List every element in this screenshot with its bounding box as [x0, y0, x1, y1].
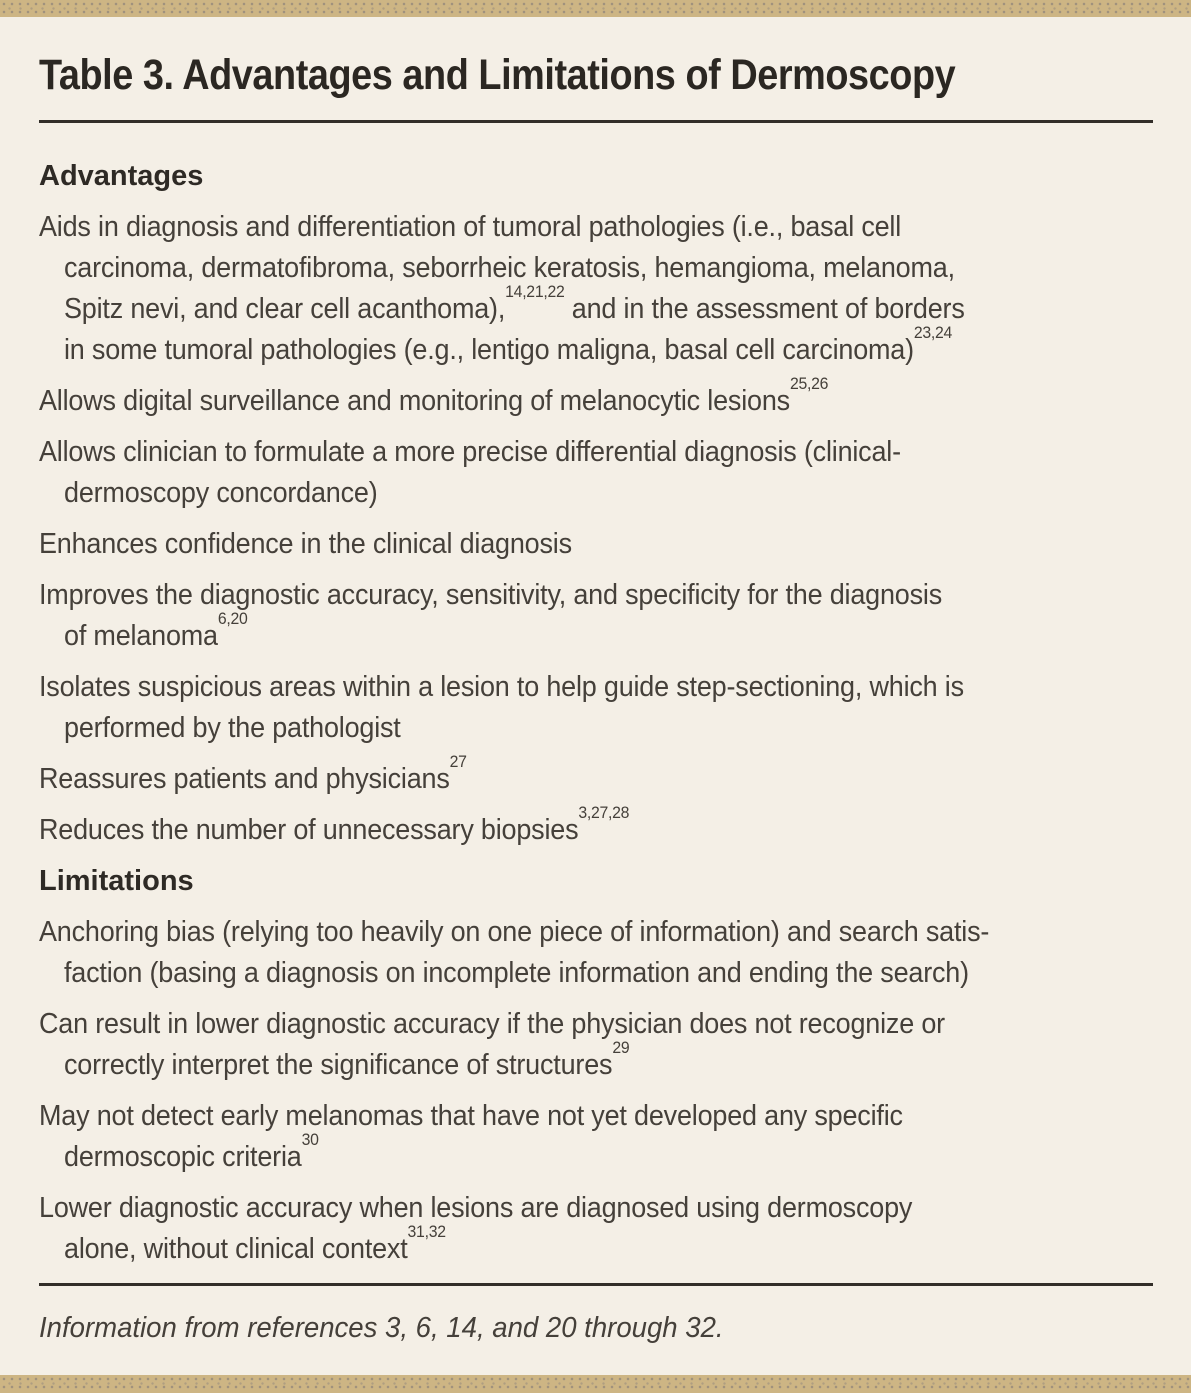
reference-superscript: 6,20 — [217, 609, 248, 629]
item-line — [39, 1130, 1171, 1178]
table-content — [0, 50, 1191, 1349]
item-line — [39, 432, 1171, 473]
table-item — [39, 207, 1171, 371]
item-line — [39, 248, 1171, 289]
item-line-text: Spitz nevi, and clear cell acanthoma),$^{14,21,22}$ and in the assessment of borders — [64, 282, 965, 325]
reference-superscript: 23,24 — [913, 323, 953, 343]
table-item — [39, 752, 1171, 800]
item-line — [39, 1222, 1171, 1270]
item-line-text: Improves the diagnostic accuracy, sensitivity, and specificity for the diagnosis — [39, 579, 943, 611]
top-border-band — [0, 0, 1191, 17]
table-item — [39, 524, 1171, 565]
item-line-text: Lower diagnostic accuracy when lesions are diagnosed using dermoscopy — [39, 1192, 913, 1224]
item-line-text: Aids in diagnosis and differentiation of tumoral pathologies (i.e., basal cell — [39, 211, 902, 243]
item-line — [39, 1096, 1171, 1137]
table-item — [39, 1096, 1171, 1178]
table-item — [39, 432, 1171, 514]
item-line — [39, 323, 1171, 371]
table-body — [39, 156, 1171, 1270]
item-line — [39, 1004, 1171, 1045]
item-line-text: performed by the pathologist — [64, 712, 401, 744]
item-line — [39, 473, 1171, 514]
item-line-text: in some tumoral pathologies (e.g., lentigo maligna, basal cell carcinoma)$^{23,24}$ — [64, 323, 953, 366]
item-line — [39, 1188, 1171, 1229]
item-line-text: dermoscopic criteria$^{30}$ — [64, 1130, 319, 1173]
table-item — [39, 374, 1171, 422]
item-line — [39, 953, 1171, 994]
item-line — [39, 609, 1171, 657]
item-line-text: May not detect early melanomas that have not yet developed any specific — [39, 1100, 903, 1132]
table-title-text: Table 3. Advantages and Limitations of Dermoscopy — [39, 51, 956, 99]
item-line-text: Reassures patients and physicians$^{27}$ — [39, 752, 467, 795]
item-line-text: Allows digital surveillance and monitoring of melanocytic lesions$^{25,26}$ — [39, 374, 829, 417]
reference-superscript: 14,21,22 — [505, 282, 565, 302]
item-line-text: Reduces the number of unnecessary biopsies$^{3,27,28}$ — [39, 803, 630, 846]
bottom-border-band — [0, 1375, 1191, 1393]
table-item — [39, 803, 1171, 851]
item-line — [39, 803, 1171, 851]
reference-superscript: 27 — [449, 752, 467, 772]
reference-superscript: 31,32 — [407, 1222, 446, 1242]
table-item — [39, 667, 1171, 749]
reference-superscript: 29 — [612, 1038, 630, 1058]
source-note-text: Information from references 3, 6, 14, and 20 through 32. — [39, 1312, 724, 1344]
item-line-text: carcinoma, dermatofibroma, seborrheic keratosis, hemangioma, melanoma, — [64, 252, 955, 284]
item-line — [39, 374, 1171, 422]
item-line — [39, 524, 1171, 565]
reference-superscript: 25,26 — [789, 374, 829, 394]
item-line — [39, 1038, 1171, 1086]
item-line — [39, 708, 1171, 749]
source-note — [39, 1308, 1171, 1349]
item-line-text: Allows clinician to formulate a more precise differential diagnosis (clinical- — [39, 436, 901, 468]
table-item — [39, 912, 1171, 994]
item-line-text: alone, without clinical context$^{31,32}$ — [64, 1222, 446, 1265]
item-line-text: dermoscopy concordance) — [64, 477, 378, 509]
section-header: Limitations — [39, 865, 194, 897]
item-line-text: of melanoma$^{6,20}$ — [64, 609, 248, 652]
item-line-text: Can result in lower diagnostic accuracy if the physician does not recognize or — [39, 1008, 945, 1040]
reference-superscript: 3,27,28 — [578, 803, 630, 823]
item-line-text: faction (basing a diagnosis on incomplete information and ending the search) — [64, 957, 969, 989]
item-line — [39, 207, 1171, 248]
title-rule — [39, 120, 1153, 123]
item-line — [39, 752, 1171, 800]
footer-rule — [39, 1283, 1153, 1286]
item-line-text: correctly interpret the significance of structures$^{29}$ — [64, 1038, 630, 1081]
reference-superscript: 30 — [301, 1130, 319, 1150]
item-line — [39, 282, 1171, 330]
table-item — [39, 575, 1171, 657]
item-line-text: Enhances confidence in the clinical diagnosis — [39, 528, 572, 560]
section-header: Advantages — [39, 160, 204, 192]
item-line — [39, 575, 1171, 616]
item-line — [39, 912, 1171, 953]
item-line-text: Isolates suspicious areas within a lesion to help guide step-sectioning, which is — [39, 671, 964, 703]
table-item — [39, 1188, 1171, 1270]
table-item — [39, 1004, 1171, 1086]
item-line-text: Anchoring bias (relying too heavily on one piece of information) and search satis- — [39, 916, 990, 948]
item-line — [39, 667, 1171, 708]
table-title — [39, 50, 1171, 100]
